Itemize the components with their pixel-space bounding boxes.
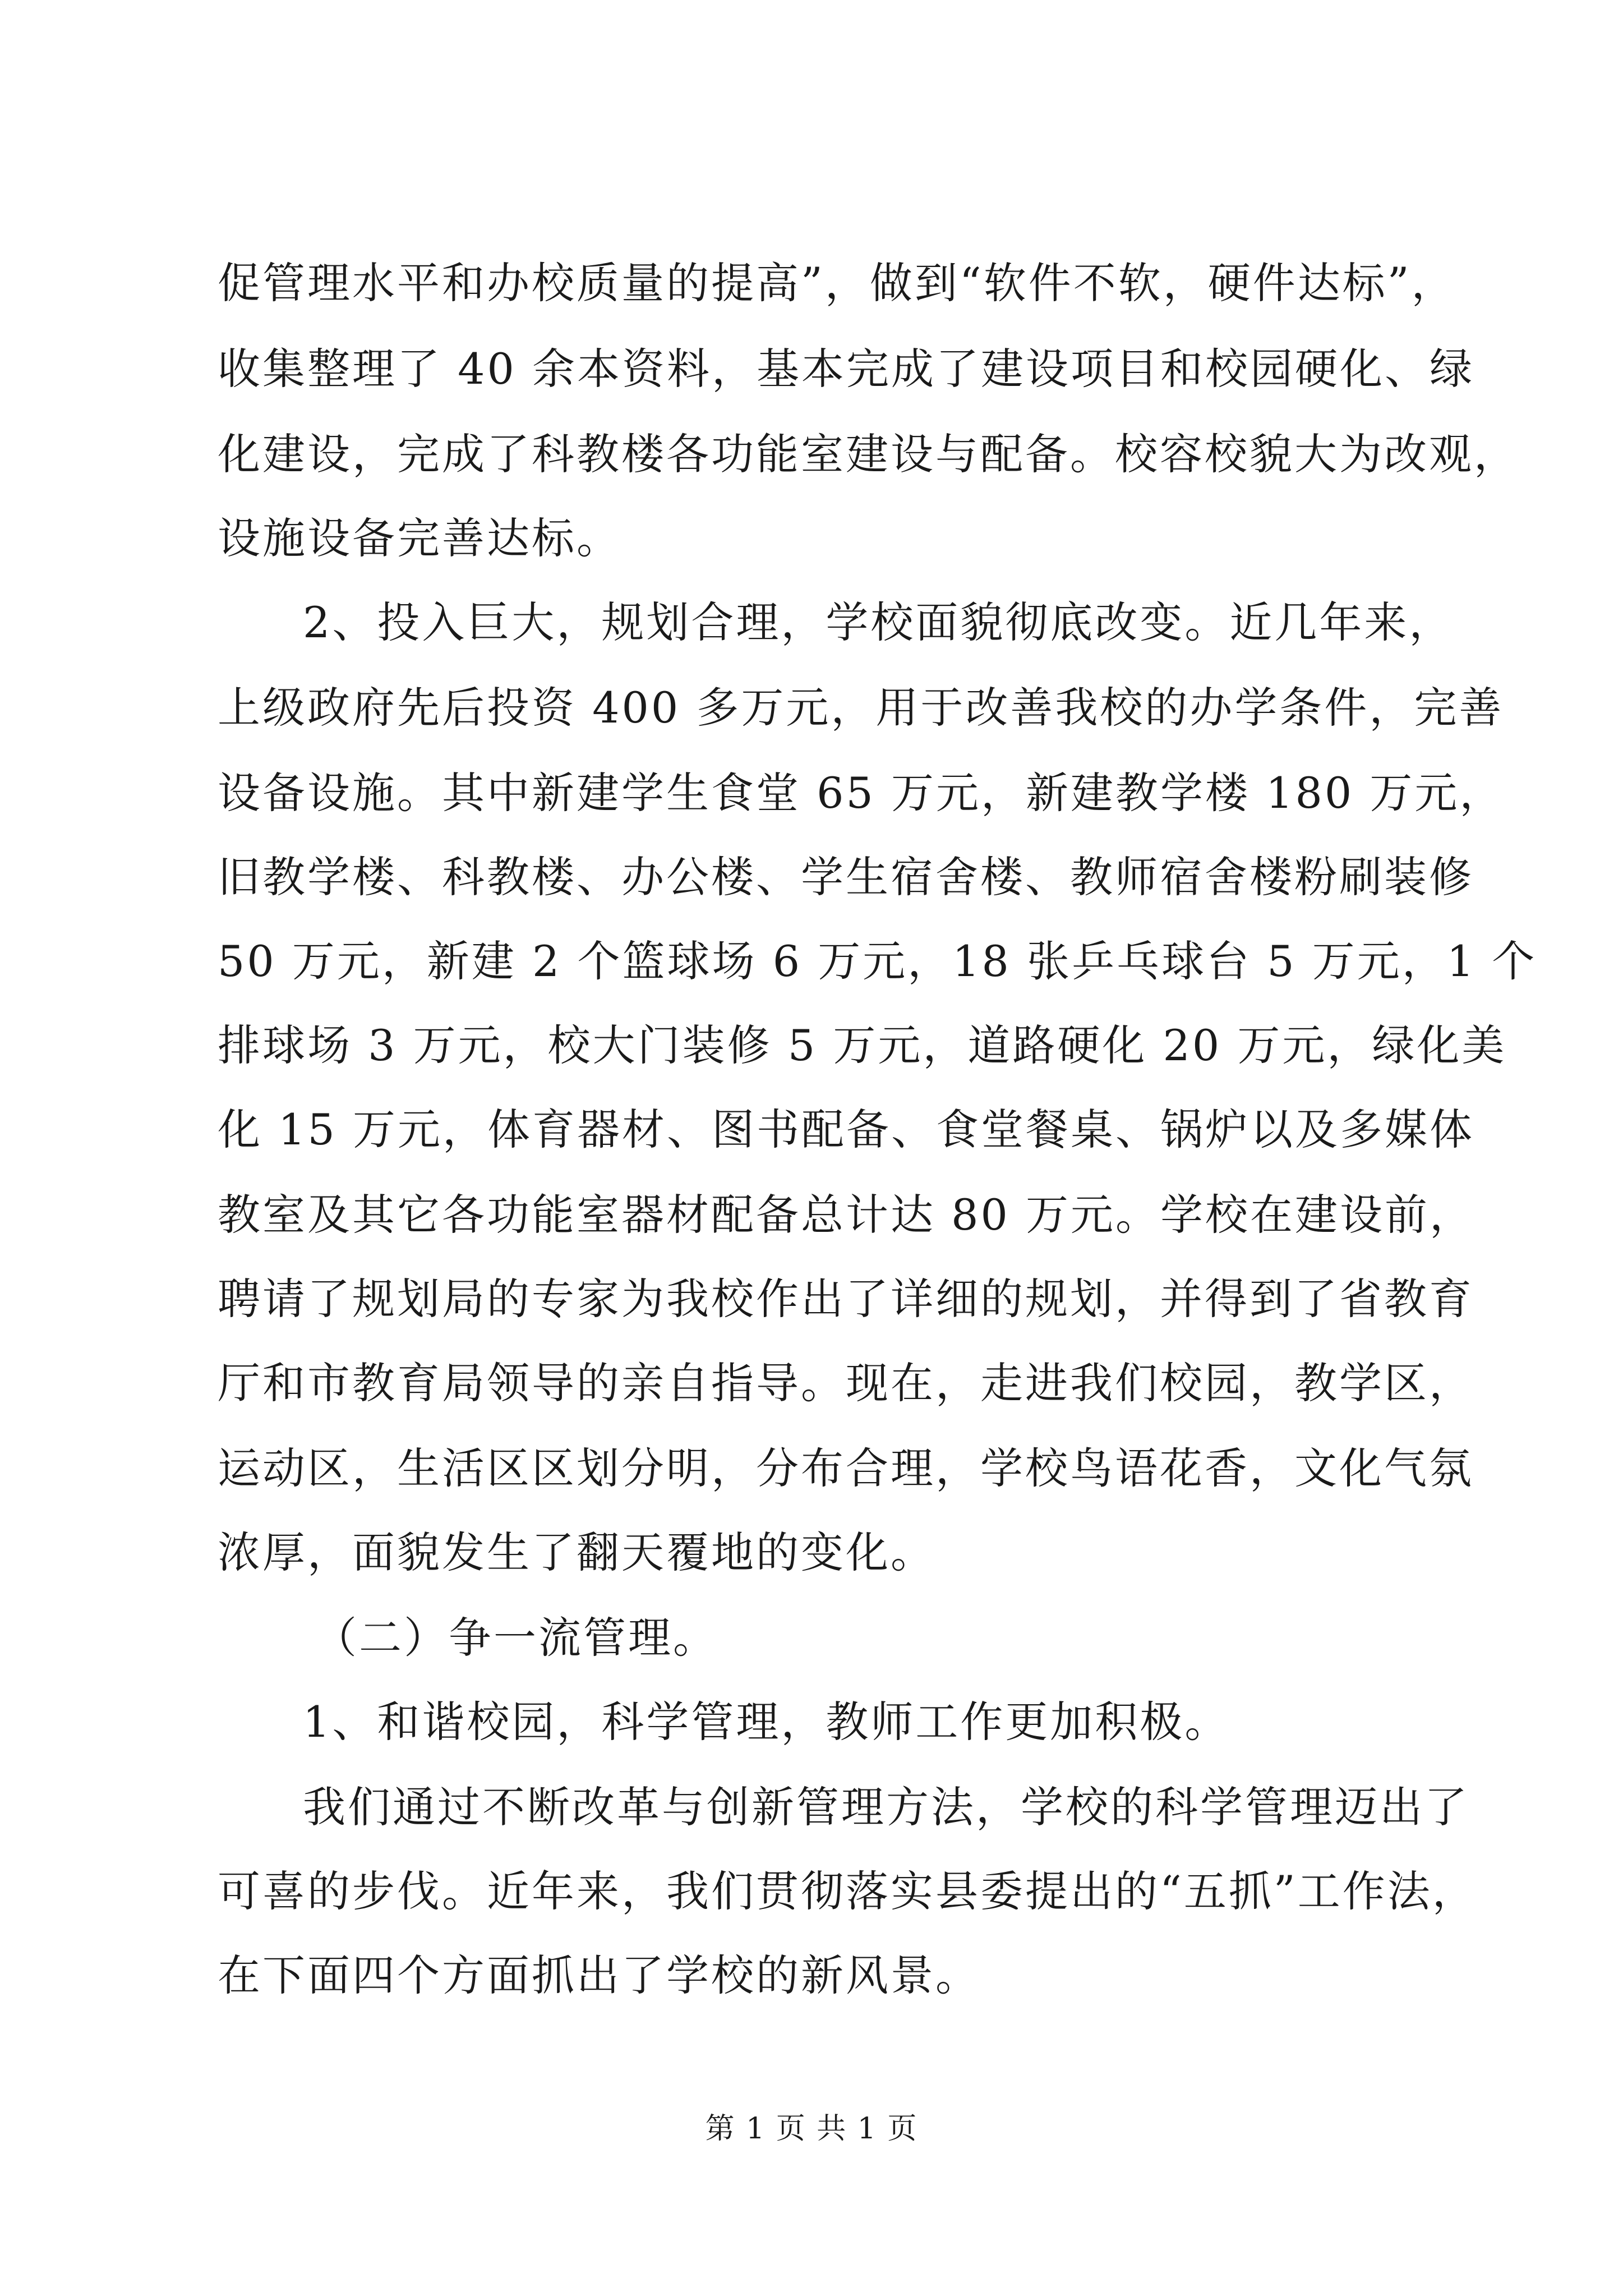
paragraph-first-line: 2、投入巨大，规划合理，学校面貌彻底改变。近几年来， bbox=[303, 597, 1454, 647]
body-line: 厅和市教育局领导的亲自指导。现在，走进我们校园，教学区， bbox=[218, 1358, 1474, 1408]
body-line: 化建设，完成了科教楼各功能室建设与配备。校容校貌大为改观， bbox=[218, 429, 1519, 479]
body-line: 设施设备完善达标。 bbox=[218, 513, 621, 563]
section-heading: （二）争一流管理。 bbox=[314, 1613, 718, 1663]
page-number-footer: 第 1 页 共 1 页 bbox=[705, 2112, 918, 2146]
body-line: 50 万元，新建 2 个篮球场 6 万元，18 张乒乓球台 5 万元，1 个 bbox=[218, 936, 1537, 986]
body-line: 设备设施。其中新建学生食堂 65 万元，新建教学楼 180 万元， bbox=[218, 768, 1505, 818]
body-line: 化 15 万元，体育器材、图书配备、食堂餐桌、锅炉以及多媒体 bbox=[218, 1105, 1475, 1154]
body-line: 聘请了规划局的专家为我校作出了详细的规划，并得到了省教育 bbox=[218, 1274, 1474, 1324]
body-line: 浓厚，面貌发生了翻天覆地的变化。 bbox=[218, 1527, 935, 1577]
body-line: 运动区，生活区区划分明，分布合理，学校鸟语花香，文化气氛 bbox=[218, 1443, 1474, 1493]
body-line: 可喜的步伐。近年来，我们贯彻落实县委提出的“五抓”工作法， bbox=[218, 1866, 1477, 1916]
body-line: 收集整理了 40 余本资料，基本完成了建设项目和校园硬化、绿 bbox=[218, 344, 1475, 394]
body-line: 上级政府先后投资 400 多万元，用于改善我校的办学条件，完善 bbox=[218, 683, 1504, 733]
body-line: 教室及其它各功能室器材配备总计达 80 万元。学校在建设前， bbox=[218, 1190, 1475, 1240]
body-line: 促管理水平和办校质量的提高”，做到“软件不软，硬件达标”， bbox=[218, 258, 1456, 308]
paragraph-first-line: 我们通过不断改革与创新管理方法，学校的科学管理迈出了 bbox=[303, 1782, 1469, 1832]
body-line: 旧教学楼、科教楼、办公楼、学生宿舍楼、教师宿舍楼粉刷装修 bbox=[218, 852, 1474, 902]
body-line: 排球场 3 万元，校大门装修 5 万元，道路硬化 20 万元，绿化美 bbox=[218, 1020, 1507, 1070]
body-line: 在下面四个方面抓出了学校的新风景。 bbox=[218, 1950, 980, 2000]
subsection-heading: 1、和谐校园，科学管理，教师工作更加积极。 bbox=[303, 1697, 1230, 1747]
